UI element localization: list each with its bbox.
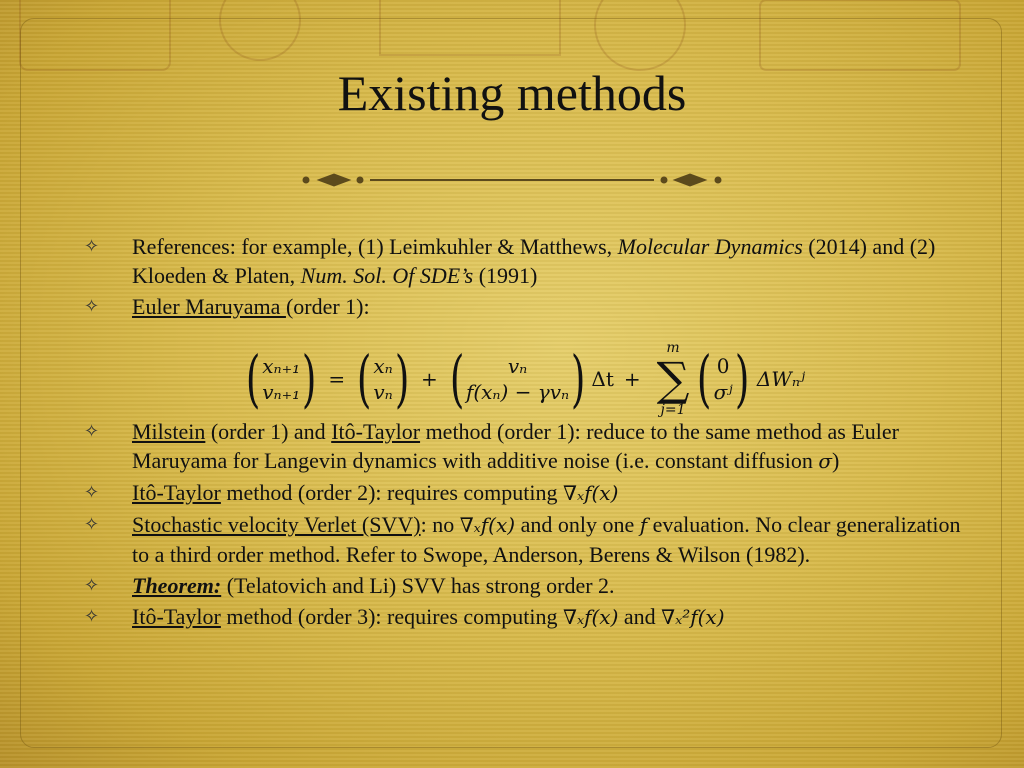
four-pointed-star-icon: ✧ [84,575,100,595]
bullet-item [84,417,964,476]
plus-sign: + [420,367,438,391]
summation [657,340,690,418]
plus-sign: + [623,367,641,391]
state-top: xₙ [373,354,393,378]
bullet-text: ∇ₓ𝑓(𝑥) [563,481,619,505]
bullet-text: Molecular Dynamics [617,234,803,259]
bullet-text: (Telatovich and Li) SVV has strong order 2. [221,573,615,598]
bullet-item [84,478,964,508]
drift-top: vₙ [507,354,528,378]
bullet-text: and only one [515,512,640,537]
four-pointed-star-icon: ✧ [84,606,100,626]
bullet-text: : no [420,512,460,537]
bullet-text: method (order 1): reduce to the same method as Euler Maruyama for Langevin dynamics with additive noise (i.e. constant diffusion [132,419,900,473]
equals-sign: = [328,367,346,391]
bullet-text: method (order 3): requires computing [220,604,564,629]
state-bottom: vₙ [373,380,393,404]
bullet-text: References: for example, (1) Leimkuhler & Matthews, [132,234,618,259]
diffusion-top: 0 [716,354,730,378]
four-pointed-star-icon: ✧ [84,421,100,441]
bullet-text: (order 1) and [205,419,332,444]
left-paren: ( [697,342,712,415]
left-paren: ( [449,342,465,415]
bullet-text: ∇ₓ𝑓(𝑥) [459,513,516,537]
bullet-text: Itô-Taylor [132,604,221,629]
bullet-item [84,571,964,600]
left-paren: ( [245,342,261,415]
bullet-text: σ [818,449,832,473]
bullet-text: (2014) and (2) Kloeden & Platen, [132,234,936,288]
state-vector [373,353,392,405]
diffusion-vector [714,353,733,405]
bullet-text: Num. Sol. Of SDE’s [300,263,474,288]
bullet-text: ∇ₓ𝑓(𝑥) [563,605,619,629]
bullet-item [84,510,964,569]
lhs-vector [262,353,300,405]
drift-bottom: f(xₙ) − γvₙ [465,380,570,404]
title-divider-ornament [300,166,724,194]
four-pointed-star-icon: ✧ [84,482,100,502]
right-paren: ) [394,342,410,415]
left-paren: ( [356,342,372,415]
bullet-text: ) [831,448,840,473]
right-paren: ) [302,342,317,415]
page-title: Existing methods [337,65,687,121]
four-pointed-star-icon: ✧ [84,514,100,534]
bullet-text: (1991) [473,263,538,288]
bullet-text: Itô-Taylor [331,419,421,444]
sum-upper-limit: m [666,340,680,356]
lhs-bottom: vₙ₊₁ [262,380,301,404]
delta-t: Δt [591,367,614,391]
four-pointed-star-icon: ✧ [84,236,100,256]
sum-lower-limit: j=1 [660,402,686,418]
wiener-increment: ΔWₙʲ [756,367,806,391]
bullet-text: ∇ₓ²𝑓(𝑥) [661,605,725,629]
bullet-text: Itô-Taylor [132,480,221,505]
euler-maruyama-equation [244,336,824,422]
bullet-text: Theorem: [132,573,222,598]
drift-vector [466,353,569,405]
right-paren: ) [571,342,586,415]
bullet-text: and [618,604,662,629]
right-paren: ) [734,342,749,415]
bullet-item [84,602,964,632]
bullet-item [84,292,964,321]
bullet-text: method (order 2): requires computing [220,480,564,505]
bullet-text: (order 1): [285,294,370,319]
four-pointed-star-icon: ✧ [84,296,100,316]
bullet-text: Milstein [132,419,206,444]
bullet-list [84,232,964,634]
bullet-text: Euler Maruyama [132,294,286,319]
bullet-text: Stochastic velocity Verlet (SVV) [132,512,421,537]
lhs-top: xₙ₊₁ [262,354,301,378]
diffusion-bottom: σʲ [713,380,733,404]
sum-symbol: ∑ [656,352,690,406]
bullet-text: evaluation. No clear generalization to a third order method. Refer to Swope, Anderson, Berens & Wilson (1982). [132,512,961,567]
bullet-text: 𝑓 [639,513,648,537]
bullet-item [84,232,964,290]
